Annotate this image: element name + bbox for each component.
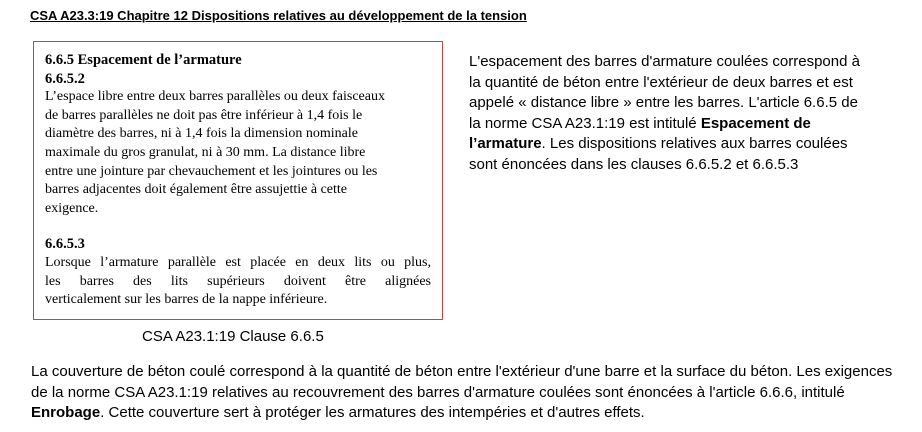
spacing-explanation-paragraph [469,52,864,176]
clause-line: barres adjacentes doit également être assujettie à cette [45,182,348,198]
clause-section-title: 6.6.5 Espacement de l’armature [45,52,242,68]
clause-line: Lorsque l’armature parallèle est placée en deux lits ou plus, [45,254,431,270]
clause-line: de barres parallèles ne doit pas être inférieur à 1,4 fois le [45,107,363,123]
clause-caption: CSA A23.1:19 Clause 6.6.5 [142,328,324,345]
paragraph-text: La couverture de béton coulé correspond à la quantité de béton entre l'extérieur d'une barre et la surface du béton. Les exigences de la norme CSA A23.1:19 relatives au recouvrement des barres d'armature coulées sont énoncées à l'article 6.6.6, intitulé [31,363,893,401]
clause-line: exigence. [45,200,99,216]
clause-line: entre une jointure par chevauchement et les jointures ou les [45,163,378,179]
clause-line: diamètre des barres, ni à 1,4 fois la dimension nominale [45,126,358,142]
page-header-title: CSA A23.3:19 Chapitre 12 Dispositions relatives au développement de la tension [30,8,527,23]
clause-subsection-number-2: 6.6.5.3 [45,236,85,253]
clause-line: les barres des lits supérieurs doivent être alignées [45,273,431,289]
clause-subsection-text-2 [45,254,431,310]
bold-term-cover: Enrobage [31,404,101,422]
clause-excerpt-box [33,41,443,320]
paragraph-text: . Les dispositions relatives aux barres coulées sont énoncées dans les clauses 6.6.5.2 et 6.6.5.3 [469,135,848,173]
bold-term-spacing: Espacement de l’armature [469,114,811,153]
paragraph-text: L'espacement des barres d'armature coulées correspond à la quantité de béton entre l'extérieur de deux barres et est appelé « distance libre » entre les barres. L'article 6.6.5 de la norme CSA A23.1:19 est intitulé [469,53,860,132]
cover-explanation-paragraph [31,362,911,424]
clause-line: L’espace libre entre deux barres parallèles ou deux faisceaux [45,89,385,105]
paragraph-text: . Cette couverture sert à protéger les armatures des intempéries et d'autres effets. [100,404,645,422]
clause-subsection-text-1 [45,88,431,218]
clause-line: verticalement sur les barres de la nappe inférieure. [45,292,328,308]
clause-subsection-number-1: 6.6.5.2 [45,70,85,87]
clause-line: maximale du gros granulat, ni à 30 mm. La distance libre [45,144,366,160]
